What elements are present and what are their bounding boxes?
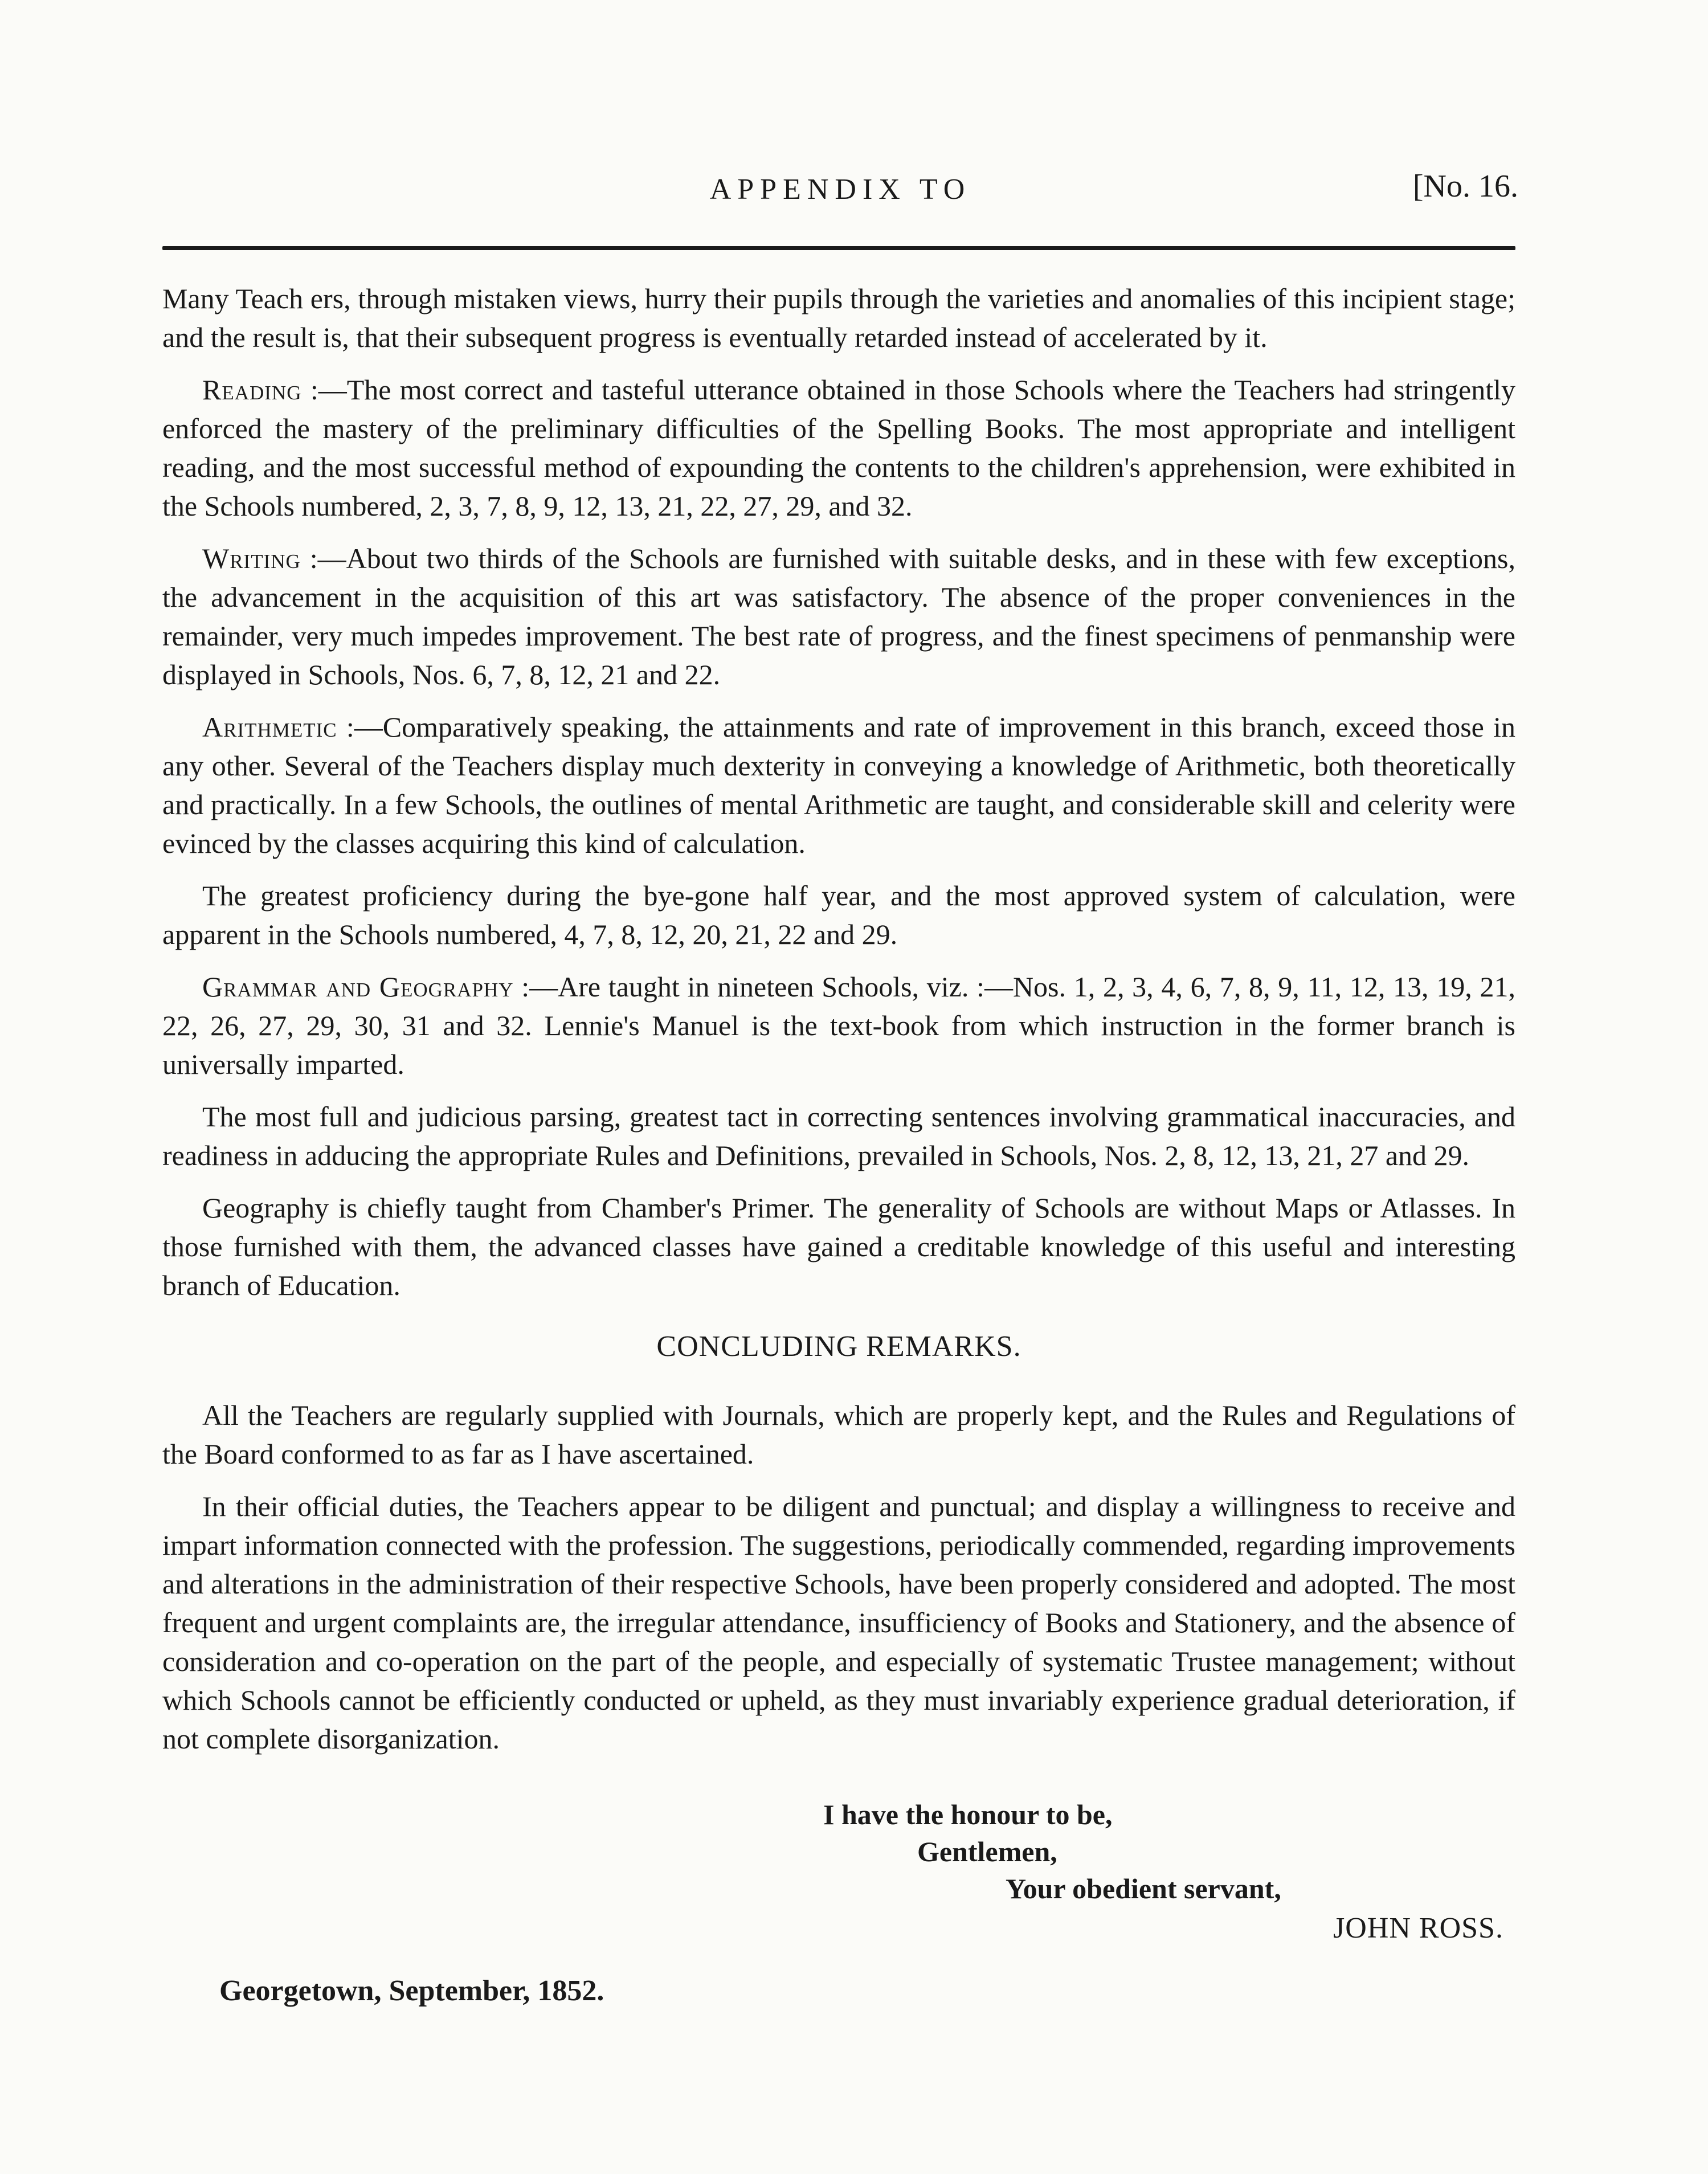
closing-line-1: I have the honour to be, [823, 1799, 1113, 1830]
header-document-number: [No. 16. [1412, 169, 1518, 204]
paragraph-parsing: The most full and judicious parsing, greatest tact in correcting sentences involving grammatical inaccuracies, and readiness in adducing the appropriate Rules and Definitions, prevailed in Schools, Nos. 2, 8, 12, 13, 21, 27 and 29. [162, 1101, 1515, 1171]
arithmetic-label: Arithmetic [202, 711, 337, 743]
signature: JOHN ROSS. [1333, 1912, 1503, 1944]
paragraph-arithmetic [162, 708, 1515, 863]
paragraph-writing [162, 539, 1515, 694]
paragraph-reading [162, 370, 1515, 525]
closing-line-3: Your obedient servant, [1006, 1873, 1281, 1905]
closing-line-2: Gentlemen, [917, 1836, 1057, 1867]
reading-label: Reading [202, 374, 302, 406]
body-text [162, 279, 1515, 1772]
header-title: APPENDIX TO [709, 173, 971, 206]
reading-text: :—The most correct and tasteful utterance obtained in those Schools where the Teachers had stringently enforced the mastery of the preliminary difficulties of the Spelling Books. The most appropriate and intelligent reading, and the most successful method of expounding the contents to the children's apprehension, were exhibited in the Schools numbered, 2, 3, 7, 8, 9, 12, 13, 21, 22, 27, 29, and 32. [162, 374, 1515, 522]
paragraph-grammar [162, 967, 1515, 1084]
place-date: Georgetown, September, 1852. [219, 1975, 604, 2007]
writing-label: Writing [202, 542, 301, 574]
grammar-label: Grammar and Geography [202, 971, 514, 1003]
paragraph-geography: Geography is chiefly taught from Chamber's Primer. The generality of Schools are without Maps or Atlasses. In those furnished with them, the advanced classes have gained a creditable knowledge of this useful and interesting branch of Education. [162, 1192, 1515, 1301]
paragraph-concluding-2: In their official duties, the Teachers appear to be diligent and punctual; and display a willingness to receive and impart information connected with the profession. The suggestions, periodically commended, regarding improvements and alterations in the administration of their respective Schools, have been properly considered and adopted. The most frequent and urgent complaints are, the irregular attendance, insufficiency of Books and Stationery, and the absence of consideration and co-operation on the part of the people, and especially of systematic Trustee management; without which Schools cannot be efficiently conducted or upheld, as they must invariably experience gradual deterioration, if not complete disorganization. [162, 1490, 1515, 1755]
paragraph-concluding-1: All the Teachers are regularly supplied with Journals, which are properly kept, and the Rules and Regulations of the Board conformed to as far as I have ascertained. [162, 1399, 1515, 1470]
paragraph-proficiency: The greatest proficiency during the bye-gone half year, and the most approved system of calculation, were apparent in the Schools numbered, 4, 7, 8, 12, 20, 21, 22 and 29. [162, 880, 1515, 950]
arithmetic-text: :—Comparatively speaking, the attainments and rate of improvement in this branch, exceed those in any other. Several of the Teachers display much dexterity in conveying a knowledge of Arithmetic, both theoretically and practically. In a few Schools, the outlines of mental Arithmetic are taught, and considerable skill and celerity were evinced by the classes acquiring this kind of calculation. [162, 711, 1515, 859]
page-header [162, 168, 1518, 214]
section-heading: CONCLUDING REMARKS. [656, 1330, 1021, 1363]
writing-text: :—About two thirds of the Schools are furnished with suitable desks, and in these with few exceptions, the advancement in the acquisition of this art was satisfactory. The absence of the proper conveniences in the remainder, very much impedes improvement. The best rate of progress, and the finest specimens of penmanship were displayed in Schools, Nos. 6, 7, 8, 12, 21 and 22. [162, 542, 1515, 690]
header-rule [162, 246, 1515, 250]
paragraph-intro: Many Teach ers, through mistaken views, hurry their pupils through the varieties and anomalies of this incipient stage; and the result is, that their subsequent progress is eventually retarded instead of accelerated by it. [162, 283, 1515, 353]
grammar-text: :—Are taught in nineteen Schools, viz. :—Nos. 1, 2, 3, 4, 6, 7, 8, 9, 11, 12, 13, 19, 21, 22, 26, 27, 29, 30, 31 and 32. Lennie's Manuel is the text-book from which instruction in the former branch is universally imparted. [162, 971, 1515, 1080]
